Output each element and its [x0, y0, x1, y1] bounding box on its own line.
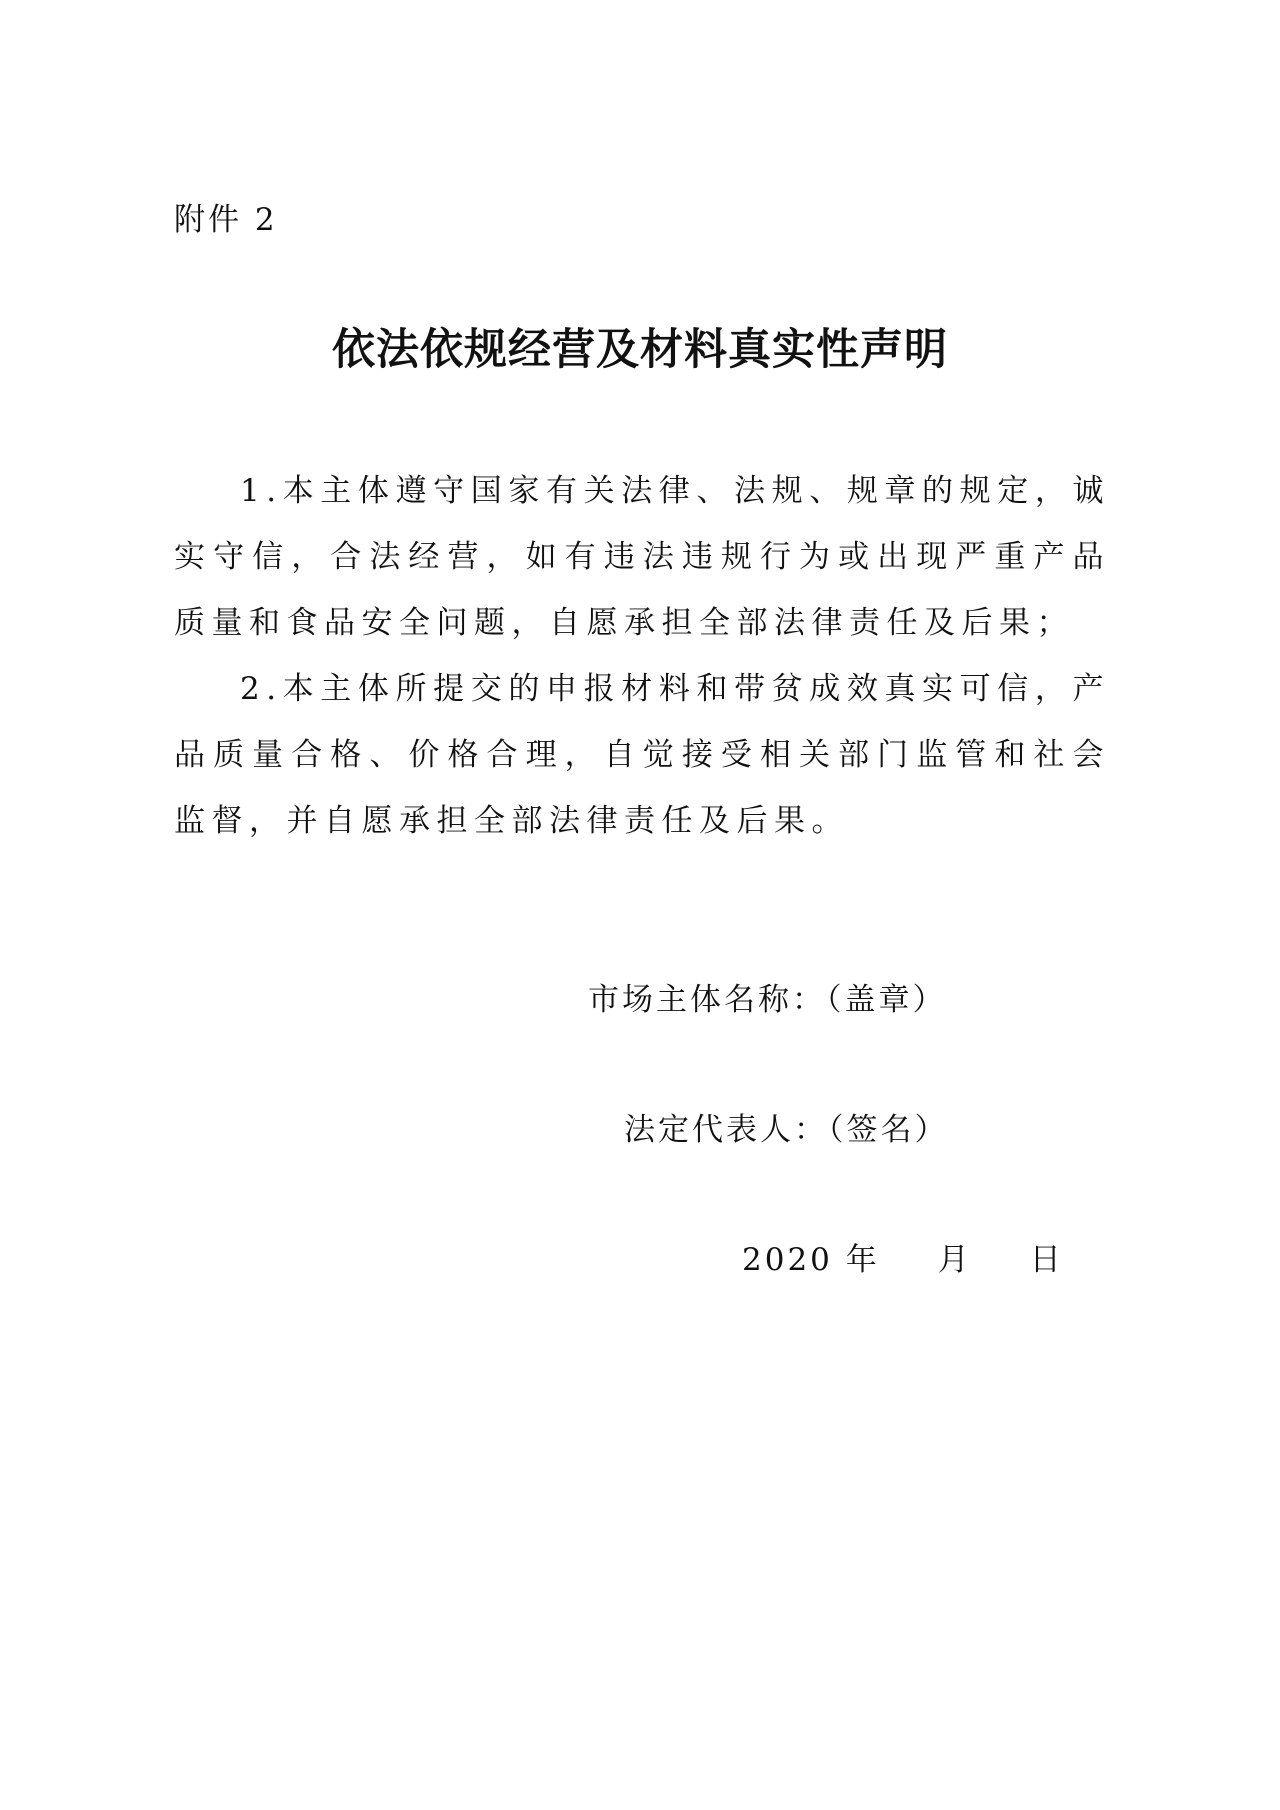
legal-representative-signature-line: 法定代表人：（签名）	[624, 1112, 949, 1148]
document-title: 依法依规经营及材料真实性声明	[332, 325, 948, 375]
statement-body	[174, 458, 1110, 854]
date-line	[742, 1240, 1064, 1280]
date-year: 2020 年	[742, 1242, 880, 1278]
attachment-label: 附件 2	[174, 202, 278, 238]
date-month: 月	[937, 1242, 972, 1278]
statement-paragraph-1: 1.本主体遵守国家有关法律、法规、规章的规定，诚实守信，合法经营，如有违法违规行为或出现严重产品质量和食品安全问题，自愿承担全部法律责任及后果；	[174, 473, 1110, 641]
statement-paragraph-2: 2.本主体所提交的申报材料和带贫成效真实可信，产品质量合格、价格合理，自觉接受相关部门监管和社会监督，并自愿承担全部法律责任及后果。	[174, 671, 1110, 839]
date-day: 日	[1029, 1242, 1064, 1278]
company-name-seal-line: 市场主体名称：（盖章）	[588, 982, 947, 1018]
